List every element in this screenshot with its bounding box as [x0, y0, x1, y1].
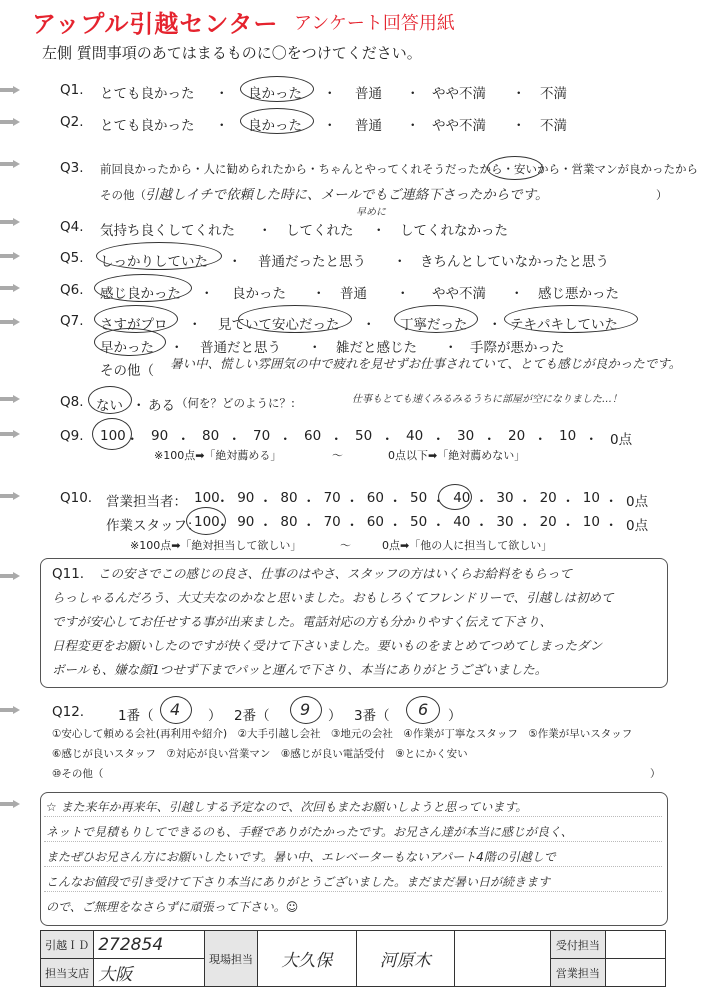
separator: ・ — [312, 286, 326, 302]
q12-rank1-value[interactable]: 4 — [170, 700, 181, 719]
margin-arrow-icon — [0, 252, 20, 260]
branch-label: 担当支店 — [41, 959, 94, 987]
separator: ・ — [176, 432, 190, 448]
separator: ・ — [533, 432, 547, 448]
separator: ・ — [227, 432, 241, 448]
q12-rank3-label: 3番（ — [354, 708, 390, 724]
q9-note-mid: 〜 — [332, 449, 343, 462]
q6-label: Q6. — [60, 282, 84, 298]
q7-note: 仕事もとても速くみるみるうちに部屋が空になりました…！ — [352, 394, 622, 405]
q12-rank3-value[interactable]: 6 — [418, 700, 429, 719]
paren-close: ） — [328, 708, 342, 724]
q7-option[interactable]: 雑だと感じた — [336, 340, 417, 356]
q11-answer-line: この安さでこの感じの良さ、仕事のはやさ、スタッフの方はいくらお給料をもらって — [98, 566, 573, 581]
site-staff-1[interactable]: 大久保 — [258, 931, 356, 987]
move-id-label: 引越ＩＤ — [41, 931, 94, 959]
separator: ・ — [200, 286, 214, 302]
separator: ・ — [258, 494, 273, 510]
scale-option[interactable]: 40 — [406, 428, 424, 444]
separator: ・ — [323, 118, 337, 134]
margin-arrow-icon — [0, 318, 20, 326]
separator: ・ — [474, 518, 489, 534]
q7-option[interactable]: 手際が悪かった — [470, 340, 565, 356]
q7-option-selected[interactable]: 見ていて安心だった — [218, 317, 340, 333]
selection-circle — [186, 507, 226, 535]
q7-option-selected[interactable]: さすがプロ — [100, 317, 168, 333]
q7-other-answer[interactable]: 暑い中、慌しい雰囲気の中で疲れを見せずお仕事されていて、とても感じが良かったです。 — [170, 356, 682, 371]
scale-option[interactable]: 100 — [194, 514, 220, 530]
q5-label: Q5. — [60, 250, 84, 266]
q6-option[interactable]: やや不満 — [432, 286, 486, 302]
separator: ・ — [372, 223, 386, 239]
selection-circle — [88, 386, 132, 414]
margin-arrow-icon — [0, 492, 20, 500]
separator: ・ — [258, 223, 272, 239]
separator: ・ — [474, 494, 489, 510]
q11-answer-line: 日程変更をお願いしたのですが快く受けて下さいました。要いものをまとめてつめてしまったダン — [52, 638, 603, 653]
selection-circle — [238, 305, 352, 333]
separator: ・ — [604, 518, 618, 534]
scale-option[interactable]: 10 — [582, 490, 600, 506]
scale-option[interactable]: 90 — [237, 514, 255, 530]
q9-scale — [100, 428, 660, 446]
q1-label: Q1. — [60, 82, 84, 98]
scale-option[interactable]: 70 — [323, 514, 341, 530]
scale-option[interactable]: 60 — [366, 514, 384, 530]
ruled-line — [44, 816, 662, 817]
q12-choices-row: ⑥感じが良いスタッフ ⑦対応が良い営業マン ⑧感じが良い電話受付 ⑨とにかく安い — [52, 748, 468, 760]
separator: ・ — [132, 398, 146, 414]
scale-option[interactable]: 60 — [304, 428, 322, 444]
scale-option[interactable]: 10 — [559, 428, 577, 444]
separator: ・ — [604, 494, 618, 510]
scale-option[interactable]: 80 — [202, 428, 220, 444]
separator: ・ — [302, 494, 316, 510]
freeform-line: ☆ また来年か再来年、引越しする予定なので、次回もまたお願いしようと思っています。 — [46, 800, 528, 814]
paren-close: ） — [448, 708, 462, 724]
q7-other-label: その他（ — [100, 363, 154, 379]
scale-option[interactable]: 30 — [496, 490, 514, 506]
site-staff-3[interactable] — [454, 931, 550, 987]
scale-option[interactable]: 90 — [237, 490, 255, 506]
q12-choices-row: ①安心して頼める会社(再利用や紹介) ②大手引越し会社 ③地元の会社 ④作業が丁寧なスタッフ ⑤作業が早いスタッフ — [52, 728, 633, 740]
margin-arrow-icon — [0, 284, 20, 292]
margin-arrow-icon — [0, 160, 20, 168]
separator: ・ — [396, 286, 410, 302]
q11-answer-line: ボールも、嫌な顔1つせず下までパッと運んで下さり、本当にありがとうございました。 — [52, 662, 548, 677]
scale-option[interactable]: 50 — [410, 490, 428, 506]
scale-option[interactable]: 10 — [582, 514, 600, 530]
separator: ・ — [431, 518, 446, 534]
q1-option[interactable]: とても良かった — [100, 86, 195, 102]
selection-circle — [438, 484, 472, 510]
selection-circle — [394, 305, 478, 333]
separator: ・ — [518, 518, 532, 534]
selection-circle — [160, 696, 192, 724]
q10-label: Q10. — [60, 490, 93, 506]
form-title: アンケート回答用紙 — [294, 13, 455, 34]
separator: ・ — [308, 340, 322, 356]
q1-option[interactable]: 普通 — [355, 86, 382, 102]
q4-option-selected[interactable]: 気持ち良くしてくれた — [100, 223, 235, 239]
paren-close: ） — [650, 768, 661, 780]
move-id-value[interactable]: 272854 — [94, 931, 205, 959]
q2-option[interactable]: とても良かった — [100, 118, 195, 134]
q3-other-answer[interactable]: 引越しイチで依頼した時に、メールでもご連絡下さったからです。 — [145, 187, 549, 203]
freeform-line: こんなお値段で引き受けて下さり本当にありがとうございました。まだまだ暑い日が続きます — [46, 875, 551, 889]
margin-arrow-icon — [0, 118, 20, 126]
scale-option[interactable]: 70 — [253, 428, 271, 444]
scale-option[interactable]: 0点 — [626, 518, 649, 534]
margin-arrow-icon — [0, 706, 20, 714]
scale-option[interactable]: 50 — [355, 428, 373, 444]
q5-option-selected[interactable]: しっかりしていた — [100, 254, 208, 270]
separator: ・ — [215, 518, 230, 534]
separator: ・ — [406, 118, 420, 134]
separator: ・ — [393, 254, 407, 270]
q6-option-selected[interactable]: 感じ良かった — [100, 286, 181, 302]
q2-option[interactable]: 不満 — [540, 118, 567, 134]
q3-options[interactable]: 前回良かったから・人に勧められたから・ちゃんとやってくれそうだったから・安いから・営業マンが良かったから — [100, 162, 698, 176]
separator: ・ — [362, 317, 376, 333]
selection-circle — [487, 156, 543, 180]
site-staff-label: 現場担当 — [204, 931, 257, 987]
selection-circle — [240, 76, 314, 102]
scale-option[interactable]: 0点 — [610, 432, 633, 448]
selection-circle — [92, 418, 132, 450]
margin-arrow-icon — [0, 430, 20, 438]
margin-arrow-icon — [0, 395, 20, 403]
q2-option[interactable]: 普通 — [355, 118, 382, 134]
q12-rank2-value[interactable]: 9 — [300, 700, 311, 719]
q12-rank1-label: 1番（ — [118, 708, 154, 724]
scale-option[interactable]: 20 — [539, 490, 557, 506]
site-staff-2[interactable]: 河原木 — [356, 931, 454, 987]
q2-option[interactable]: やや不満 — [432, 118, 486, 134]
q8-label: Q8. — [60, 394, 84, 410]
q10-note-mid: 〜 — [340, 539, 351, 552]
separator: ・ — [444, 340, 458, 356]
selection-circle — [96, 242, 222, 270]
scale-option[interactable]: 30 — [457, 428, 475, 444]
q7-option-selected[interactable]: 早かった — [100, 340, 154, 356]
separator: ・ — [323, 86, 337, 102]
separator: ・ — [380, 432, 394, 448]
scale-option[interactable]: 0点 — [626, 494, 649, 510]
separator: ・ — [228, 254, 242, 270]
margin-arrow-icon — [0, 800, 20, 808]
q5-option[interactable]: 普通だったと思う — [258, 254, 366, 270]
q6-option[interactable]: 普通 — [340, 286, 367, 302]
q10-staff-scale — [194, 514, 664, 532]
q9-note-left: ※100点➡「絶対薦める」 — [154, 449, 282, 462]
scale-option[interactable]: 80 — [280, 490, 298, 506]
q7-option-selected[interactable]: テキパキしていた — [510, 317, 618, 333]
separator: ・ — [561, 494, 575, 510]
scale-option[interactable]: 80 — [280, 514, 298, 530]
paren-close: ） — [656, 188, 668, 202]
separator: ・ — [561, 518, 575, 534]
q10-note-left: ※100点➡「絶対担当して欲しい」 — [130, 539, 302, 552]
q3-label: Q3. — [60, 160, 84, 176]
q2-option-selected[interactable]: 良かった — [248, 118, 302, 134]
scale-option[interactable]: 50 — [410, 514, 428, 530]
q4-option[interactable]: してくれた — [286, 223, 354, 239]
q3-insert-note: 早めに — [356, 207, 386, 218]
separator: ・ — [188, 317, 202, 333]
freeform-line: ネットで見積もりしてできるのも、手軽でありがたかったです。お兄さん達が本当に感じが良く、 — [46, 825, 573, 839]
selection-circle — [94, 328, 166, 356]
separator: ・ — [278, 432, 292, 448]
separator: ・ — [125, 432, 139, 448]
ruled-line — [44, 891, 662, 892]
q10-staff-label: 作業スタッフ： — [106, 518, 201, 534]
selection-circle — [290, 696, 322, 724]
q10-note-right: 0点➡「他の人に担当して欲しい」 — [382, 539, 553, 552]
q8-option[interactable]: ある — [148, 398, 175, 414]
paren-close: ） — [208, 708, 222, 724]
selection-circle — [406, 696, 440, 724]
separator: ・ — [329, 432, 343, 448]
q6-option[interactable]: 良かった — [232, 286, 286, 302]
separator: ・ — [406, 86, 420, 102]
scale-option[interactable]: 40 — [453, 490, 471, 506]
scale-option[interactable]: 100 — [194, 490, 220, 506]
scale-option[interactable]: 90 — [151, 428, 169, 444]
selection-circle — [504, 305, 638, 333]
q7-option[interactable]: 普通だと思う — [200, 340, 281, 356]
selection-circle — [94, 274, 192, 302]
instruction-text: 左側 質問事項のあてはまるものに〇をつけてください。 — [42, 44, 422, 62]
q3-other-label: その他（ — [100, 188, 146, 202]
separator: ・ — [512, 118, 526, 134]
scale-option[interactable]: 20 — [539, 514, 557, 530]
separator: ・ — [512, 86, 526, 102]
separator: ・ — [482, 432, 496, 448]
separator: ・ — [388, 518, 402, 534]
ruled-line — [44, 866, 662, 867]
scale-option[interactable]: 60 — [366, 490, 384, 506]
q12-label: Q12. — [52, 704, 85, 720]
separator: ・ — [345, 494, 359, 510]
separator: ・ — [431, 432, 445, 448]
sales-staff-value[interactable] — [605, 959, 665, 987]
q4-option[interactable]: してくれなかった — [400, 223, 508, 239]
q1-option[interactable]: 不満 — [540, 86, 567, 102]
reception-value[interactable] — [605, 931, 665, 959]
scale-option[interactable]: 40 — [453, 514, 471, 530]
branch-value[interactable]: 大阪 — [94, 959, 205, 987]
separator: ・ — [170, 340, 184, 356]
q10-sales-label: 営業担当者： — [106, 494, 187, 510]
q2-label: Q2. — [60, 114, 84, 130]
q1-option-selected[interactable]: 良かった — [248, 86, 302, 102]
ruled-line — [44, 841, 662, 842]
q4-label: Q4. — [60, 219, 84, 235]
brand-logo-text: アップル引越センター — [32, 10, 279, 38]
separator: ・ — [345, 518, 359, 534]
selection-circle — [240, 108, 314, 134]
q12-choices-row: ⑩その他（ — [52, 768, 104, 780]
q6-option[interactable]: 感じ悪かった — [538, 286, 619, 302]
separator: ・ — [510, 286, 524, 302]
margin-arrow-icon — [0, 86, 20, 94]
freeform-line: またぜひお兄さん方にお願いしたいです。暑い中、エレベーターもないアパート4階の引越しで — [46, 850, 556, 864]
q1-option[interactable]: やや不満 — [432, 86, 486, 102]
scale-option[interactable]: 70 — [323, 490, 341, 506]
reception-label: 受付担当 — [550, 931, 605, 959]
q5-option[interactable]: きちんとしていなかったと思う — [420, 254, 609, 270]
separator: ・ — [302, 518, 316, 534]
separator: ・ — [488, 317, 502, 333]
separator: ・ — [518, 494, 532, 510]
q11-answer-line: らっしゃるんだろう、大丈夫なのかなと思いました。おもしろくてフレンドリーで、引越しは初めて — [52, 590, 614, 605]
scale-option[interactable]: 20 — [508, 428, 526, 444]
scale-option[interactable]: 30 — [496, 514, 514, 530]
separator: ・ — [215, 494, 230, 510]
separator: ・ — [431, 494, 446, 510]
sales-staff-label: 営業担当 — [550, 959, 605, 987]
separator: ・ — [584, 432, 598, 448]
separator: ・ — [215, 86, 229, 102]
q7-label: Q7. — [60, 313, 84, 329]
q11-label: Q11. — [52, 566, 85, 582]
staff-record-table — [40, 930, 666, 987]
q7-option-selected[interactable]: 丁寧だった — [400, 317, 468, 333]
separator: ・ — [215, 118, 229, 134]
margin-arrow-icon — [0, 572, 20, 580]
q9-label: Q9. — [60, 428, 84, 444]
separator: ・ — [258, 518, 273, 534]
separator: ・ — [388, 494, 402, 510]
scale-option[interactable]: 100 — [100, 428, 126, 444]
q10-sales-scale — [194, 490, 664, 508]
q11-answer-line: ですが安心してお任せする事が出来ました。電話対応の方も分かりやすく伝えて下さり、 — [52, 614, 553, 629]
q8-prompt: （何を？どのように？: — [176, 396, 295, 410]
q9-note-right: 0点以下➡「絶対薦めない」 — [388, 449, 526, 462]
q8-option-selected[interactable]: ない — [96, 398, 123, 414]
margin-arrow-icon — [0, 218, 20, 226]
q12-rank2-label: 2番（ — [234, 708, 270, 724]
freeform-line: ので、ご無理をなさらずに頑張って下さい。☺ — [46, 900, 299, 914]
